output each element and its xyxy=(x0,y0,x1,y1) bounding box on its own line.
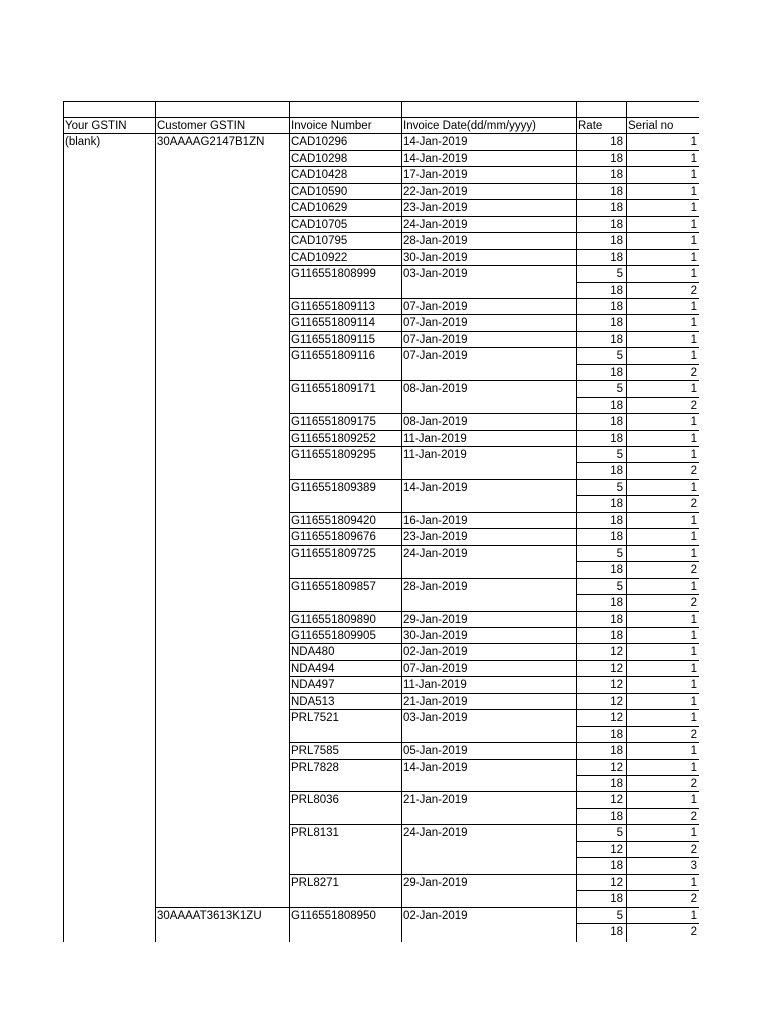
serial-no-value: 1 xyxy=(690,514,697,527)
customer-gstin: 30AAAAT3613K1ZU xyxy=(157,909,262,922)
rate-value: 18 xyxy=(610,745,623,758)
invoice-number: G116551809905 xyxy=(291,629,376,642)
rate-value: 18 xyxy=(610,202,623,215)
rate-value: 5 xyxy=(616,580,623,593)
invoice-date: 08-Jan-2019 xyxy=(403,416,468,429)
serial-no-value: 1 xyxy=(690,218,697,231)
rate-value: 12 xyxy=(610,662,623,675)
serial-no-value: 1 xyxy=(690,761,697,774)
serial-no-value: 1 xyxy=(690,268,697,281)
rate-value: 12 xyxy=(610,876,623,889)
rate-value: 18 xyxy=(610,317,623,330)
invoice-number: PRL8036 xyxy=(291,794,339,807)
invoice-number: CAD10590 xyxy=(291,185,348,198)
invoice-number: G116551809725 xyxy=(291,547,376,560)
your-gstin-value: (blank) xyxy=(65,136,101,149)
invoice-date: 03-Jan-2019 xyxy=(403,268,468,281)
rate-value: 18 xyxy=(610,778,623,790)
invoice-date: 02-Jan-2019 xyxy=(403,646,468,659)
header-your-gstin: Your GSTIN xyxy=(65,120,127,132)
invoice-number: G116551808950 xyxy=(291,909,376,922)
serial-no-value: 2 xyxy=(690,893,697,906)
invoice-date: 24-Jan-2019 xyxy=(403,218,468,231)
header-serial-no: Serial no xyxy=(628,120,674,132)
invoice-date: 07-Jan-2019 xyxy=(403,333,468,346)
serial-no-value: 1 xyxy=(690,547,697,560)
invoice-date: 23-Jan-2019 xyxy=(403,531,468,544)
invoice-number: G116551809114 xyxy=(291,317,375,330)
rate-value: 18 xyxy=(610,235,623,248)
serial-no-value: 3 xyxy=(690,860,697,873)
invoice-number: CAD10629 xyxy=(291,202,348,215)
rate-value: 18 xyxy=(610,185,623,198)
header-customer-gstin: Customer GSTIN xyxy=(157,120,246,132)
invoice-number: NDA480 xyxy=(291,646,335,659)
invoice-date: 29-Jan-2019 xyxy=(403,613,468,626)
serial-no-value: 1 xyxy=(690,235,697,248)
rate-value: 18 xyxy=(610,728,623,741)
rate-value: 18 xyxy=(610,300,623,313)
rate-value: 12 xyxy=(610,695,623,708)
invoice-date: 05-Jan-2019 xyxy=(403,745,468,758)
invoice-number: G116551809890 xyxy=(291,613,376,626)
invoice-date: 24-Jan-2019 xyxy=(403,547,468,560)
serial-no-value: 1 xyxy=(690,185,697,198)
serial-no-value: 1 xyxy=(690,432,697,445)
invoice-number: G116551808999 xyxy=(291,268,376,281)
invoice-date: 24-Jan-2019 xyxy=(403,827,468,840)
invoice-date: 28-Jan-2019 xyxy=(403,235,468,248)
serial-no-value: 1 xyxy=(690,481,697,494)
invoice-date: 17-Jan-2019 xyxy=(403,169,468,182)
serial-no-value: 2 xyxy=(690,926,697,939)
customer-gstin: 30AAAAG2147B1ZN xyxy=(157,136,265,149)
rate-value: 5 xyxy=(616,350,623,363)
invoice-number: PRL7585 xyxy=(291,745,339,758)
rate-value: 18 xyxy=(610,498,623,511)
invoice-number: PRL8131 xyxy=(291,827,339,840)
invoice-date: 29-Jan-2019 xyxy=(403,876,468,889)
serial-no-value: 2 xyxy=(690,728,697,741)
rate-value: 18 xyxy=(610,333,623,346)
rate-value: 12 xyxy=(610,761,623,774)
serial-no-value: 1 xyxy=(690,416,697,429)
rate-value: 18 xyxy=(610,597,623,610)
rate-value: 18 xyxy=(610,531,623,544)
invoice-date: 16-Jan-2019 xyxy=(403,514,468,527)
invoice-date: 21-Jan-2019 xyxy=(403,695,468,708)
rate-value: 18 xyxy=(610,251,623,264)
invoice-number: G116551809175 xyxy=(291,416,376,429)
serial-no-value: 1 xyxy=(690,383,697,396)
invoice-date: 07-Jan-2019 xyxy=(403,662,468,675)
invoice-date: 08-Jan-2019 xyxy=(403,383,468,396)
invoice-number: G116551809252 xyxy=(291,432,376,445)
invoice-date: 30-Jan-2019 xyxy=(403,629,468,642)
serial-no-value: 2 xyxy=(690,399,697,412)
serial-no-value: 2 xyxy=(690,498,697,511)
invoice-date: 07-Jan-2019 xyxy=(403,350,468,363)
serial-no-value: 1 xyxy=(690,317,697,330)
serial-no-value: 1 xyxy=(690,909,697,922)
serial-no-value: 1 xyxy=(690,202,697,215)
invoice-number: G116551809115 xyxy=(291,333,375,346)
invoice-date: 22-Jan-2019 xyxy=(403,185,468,198)
col-border-0 xyxy=(63,101,64,942)
serial-no-value: 1 xyxy=(690,300,697,313)
serial-no-value: 2 xyxy=(690,564,697,577)
rate-value: 12 xyxy=(610,646,623,659)
rate-value: 12 xyxy=(610,843,623,856)
serial-no-value: 1 xyxy=(690,827,697,840)
header-invoice-number: Invoice Number xyxy=(291,120,372,132)
rate-value: 18 xyxy=(610,926,623,939)
rate-value: 5 xyxy=(616,268,623,281)
invoice-number: CAD10298 xyxy=(291,152,348,165)
rate-value: 5 xyxy=(616,383,623,396)
serial-no-value: 1 xyxy=(690,152,697,165)
serial-no-value: 1 xyxy=(690,449,697,461)
rate-value: 12 xyxy=(610,794,623,807)
invoice-number: PRL8271 xyxy=(291,876,339,889)
invoice-number: G116551809295 xyxy=(291,449,376,461)
invoice-date: 23-Jan-2019 xyxy=(403,202,468,215)
invoice-date: 14-Jan-2019 xyxy=(403,761,468,774)
serial-no-value: 1 xyxy=(690,333,697,346)
serial-no-value: 1 xyxy=(690,745,697,758)
invoice-number: G116551809389 xyxy=(291,481,376,494)
col-border-2 xyxy=(289,101,290,942)
rate-value: 18 xyxy=(610,893,623,906)
serial-no-value: 1 xyxy=(690,169,697,182)
invoice-date: 02-Jan-2019 xyxy=(403,909,468,922)
invoice-date: 14-Jan-2019 xyxy=(403,152,468,165)
serial-no-value: 2 xyxy=(690,810,697,823)
rate-value: 18 xyxy=(610,366,623,379)
col-border-5 xyxy=(626,101,627,942)
serial-no-value: 2 xyxy=(690,597,697,610)
col-border-1 xyxy=(155,101,156,942)
serial-no-value: 2 xyxy=(690,465,697,478)
rate-value: 18 xyxy=(610,514,623,527)
rate-value: 18 xyxy=(610,465,623,478)
rate-value: 5 xyxy=(616,827,623,840)
rate-value: 18 xyxy=(610,284,623,297)
invoice-number: CAD10296 xyxy=(291,136,348,149)
serial-no-value: 1 xyxy=(690,580,697,593)
serial-no-value: 1 xyxy=(690,136,697,149)
rate-value: 18 xyxy=(610,629,623,642)
invoice-number: NDA494 xyxy=(291,662,335,675)
rate-value: 5 xyxy=(616,481,623,494)
rate-value: 18 xyxy=(610,564,623,577)
serial-no-value: 1 xyxy=(690,712,697,725)
invoice-date: 11-Jan-2019 xyxy=(403,449,467,461)
serial-no-value: 2 xyxy=(690,843,697,856)
invoice-number: G116551809420 xyxy=(291,514,376,527)
invoice-date: 11-Jan-2019 xyxy=(403,432,467,445)
invoice-date: 11-Jan-2019 xyxy=(403,679,467,692)
serial-no-value: 1 xyxy=(690,531,697,544)
invoice-number: G116551809113 xyxy=(291,300,375,313)
serial-no-value: 1 xyxy=(690,646,697,659)
invoice-number: CAD10705 xyxy=(291,218,348,231)
invoice-number: PRL7828 xyxy=(291,761,339,774)
col-border-4 xyxy=(576,101,577,942)
invoice-number: G116551809857 xyxy=(291,580,376,593)
invoice-date: 21-Jan-2019 xyxy=(403,794,468,807)
invoice-date: 14-Jan-2019 xyxy=(403,481,468,494)
rate-value: 18 xyxy=(610,810,623,823)
serial-no-value: 1 xyxy=(690,695,697,708)
header-invoice-date: Invoice Date(dd/mm/yyyy) xyxy=(403,120,536,132)
header-rate: Rate xyxy=(578,120,603,132)
rate-value: 18 xyxy=(610,218,623,231)
invoice-number: CAD10922 xyxy=(291,251,348,264)
serial-no-value: 1 xyxy=(690,876,697,889)
rate-value: 5 xyxy=(616,909,623,922)
invoice-date: 03-Jan-2019 xyxy=(403,712,468,725)
serial-no-value: 1 xyxy=(690,251,697,264)
rate-value: 5 xyxy=(616,547,623,560)
invoice-date: 07-Jan-2019 xyxy=(403,317,468,330)
rate-value: 12 xyxy=(610,712,623,725)
invoice-number: PRL7521 xyxy=(291,712,339,725)
invoice-number: CAD10428 xyxy=(291,169,348,182)
rate-value: 12 xyxy=(610,679,623,692)
invoice-number: NDA497 xyxy=(291,679,335,692)
serial-no-value: 1 xyxy=(690,629,697,642)
col-border-3 xyxy=(401,101,402,942)
serial-no-value: 1 xyxy=(690,613,697,626)
rate-value: 5 xyxy=(616,449,623,461)
invoice-number: G116551809171 xyxy=(291,383,376,396)
serial-no-value: 2 xyxy=(690,284,697,297)
rate-value: 18 xyxy=(610,416,623,429)
serial-no-value: 1 xyxy=(690,662,697,675)
rate-value: 18 xyxy=(610,860,623,873)
serial-no-value: 2 xyxy=(690,778,697,790)
rate-value: 18 xyxy=(610,432,623,445)
table-top-border xyxy=(63,101,699,102)
invoice-date: 14-Jan-2019 xyxy=(403,136,468,149)
invoice-number: G116551809676 xyxy=(291,531,376,544)
invoice-number: G116551809116 xyxy=(291,350,375,363)
serial-no-value: 1 xyxy=(690,679,697,692)
invoice-date: 30-Jan-2019 xyxy=(403,251,468,264)
serial-no-value: 2 xyxy=(690,366,697,379)
invoice-number: CAD10795 xyxy=(291,235,348,248)
invoice-date: 28-Jan-2019 xyxy=(403,580,468,593)
rate-value: 18 xyxy=(610,136,623,149)
serial-no-value: 1 xyxy=(690,794,697,807)
rate-value: 18 xyxy=(610,152,623,165)
serial-no-value: 1 xyxy=(690,350,697,363)
invoice-number: NDA513 xyxy=(291,695,335,708)
rate-value: 18 xyxy=(610,399,623,412)
invoice-date: 07-Jan-2019 xyxy=(403,300,468,313)
rate-value: 18 xyxy=(610,613,623,626)
rate-value: 18 xyxy=(610,169,623,182)
